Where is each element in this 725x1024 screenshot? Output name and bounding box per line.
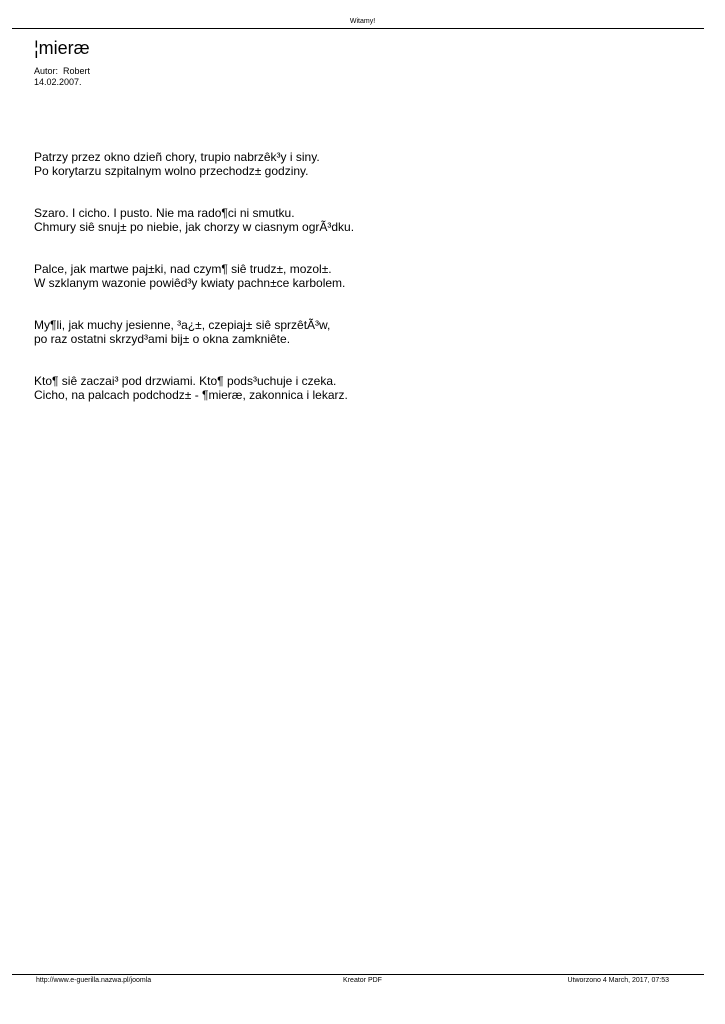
page-header: [0, 0, 725, 30]
footer-url: http://www.e-guerilla.nazwa.pl/joomla: [36, 977, 152, 984]
verse-line: Szaro. I cicho. I pusto. Nie ma rado¶ci ni smutku.: [34, 206, 295, 220]
verse-line: po raz ostatni skrzyd³ami bij± o okna zamkniête.: [34, 332, 291, 346]
verse-line: W szklanym wazonie powiêd³y kwiaty pachn±ce karbolem.: [34, 276, 346, 290]
footer-generator: Kreator PDF: [343, 977, 382, 984]
verse-line: Palce, jak martwe paj±ki, nad czym¶ siê trudz±, mozol±.: [34, 262, 332, 276]
verse-line: Patrzy przez okno dzieñ chory, trupio nabrzêk³y i siny.: [34, 150, 320, 164]
stanza: [34, 206, 694, 234]
article-title: ¦mieræ: [34, 38, 90, 58]
header-divider: [12, 28, 704, 29]
stanza: [34, 374, 694, 402]
stanza: [34, 150, 694, 178]
header-text: Witamy!: [349, 18, 376, 25]
verse-line: Kto¶ siê zaczai³ pod drzwiami. Kto¶ pods³uchuje i czeka.: [34, 374, 337, 388]
page-footer: [0, 970, 725, 990]
author-name: Robert: [63, 66, 91, 76]
stanza: [34, 262, 694, 290]
poem-body: [34, 150, 694, 430]
footer-divider: [12, 974, 704, 975]
author-label: Autor:: [34, 66, 59, 76]
verse-line: Chmury siê snuj± po niebie, jak chorzy w ciasnym ogrÃ³dku.: [34, 220, 355, 234]
author-row: [34, 66, 90, 77]
stanza: [34, 318, 694, 346]
article-meta: [34, 66, 90, 88]
verse-line: Po korytarzu szpitalnym wolno przechodz± godziny.: [34, 164, 309, 178]
article-date: 14.02.2007.: [34, 77, 82, 87]
verse-line: Cicho, na palcach podchodz± - ¶mieræ, zakonnica i lekarz.: [34, 388, 348, 402]
footer-created: Utworzono 4 March, 2017, 07:53: [567, 977, 669, 984]
verse-line: My¶li, jak muchy jesienne, ³a¿±, czepiaj± siê sprzêtÃ³w,: [34, 318, 331, 332]
